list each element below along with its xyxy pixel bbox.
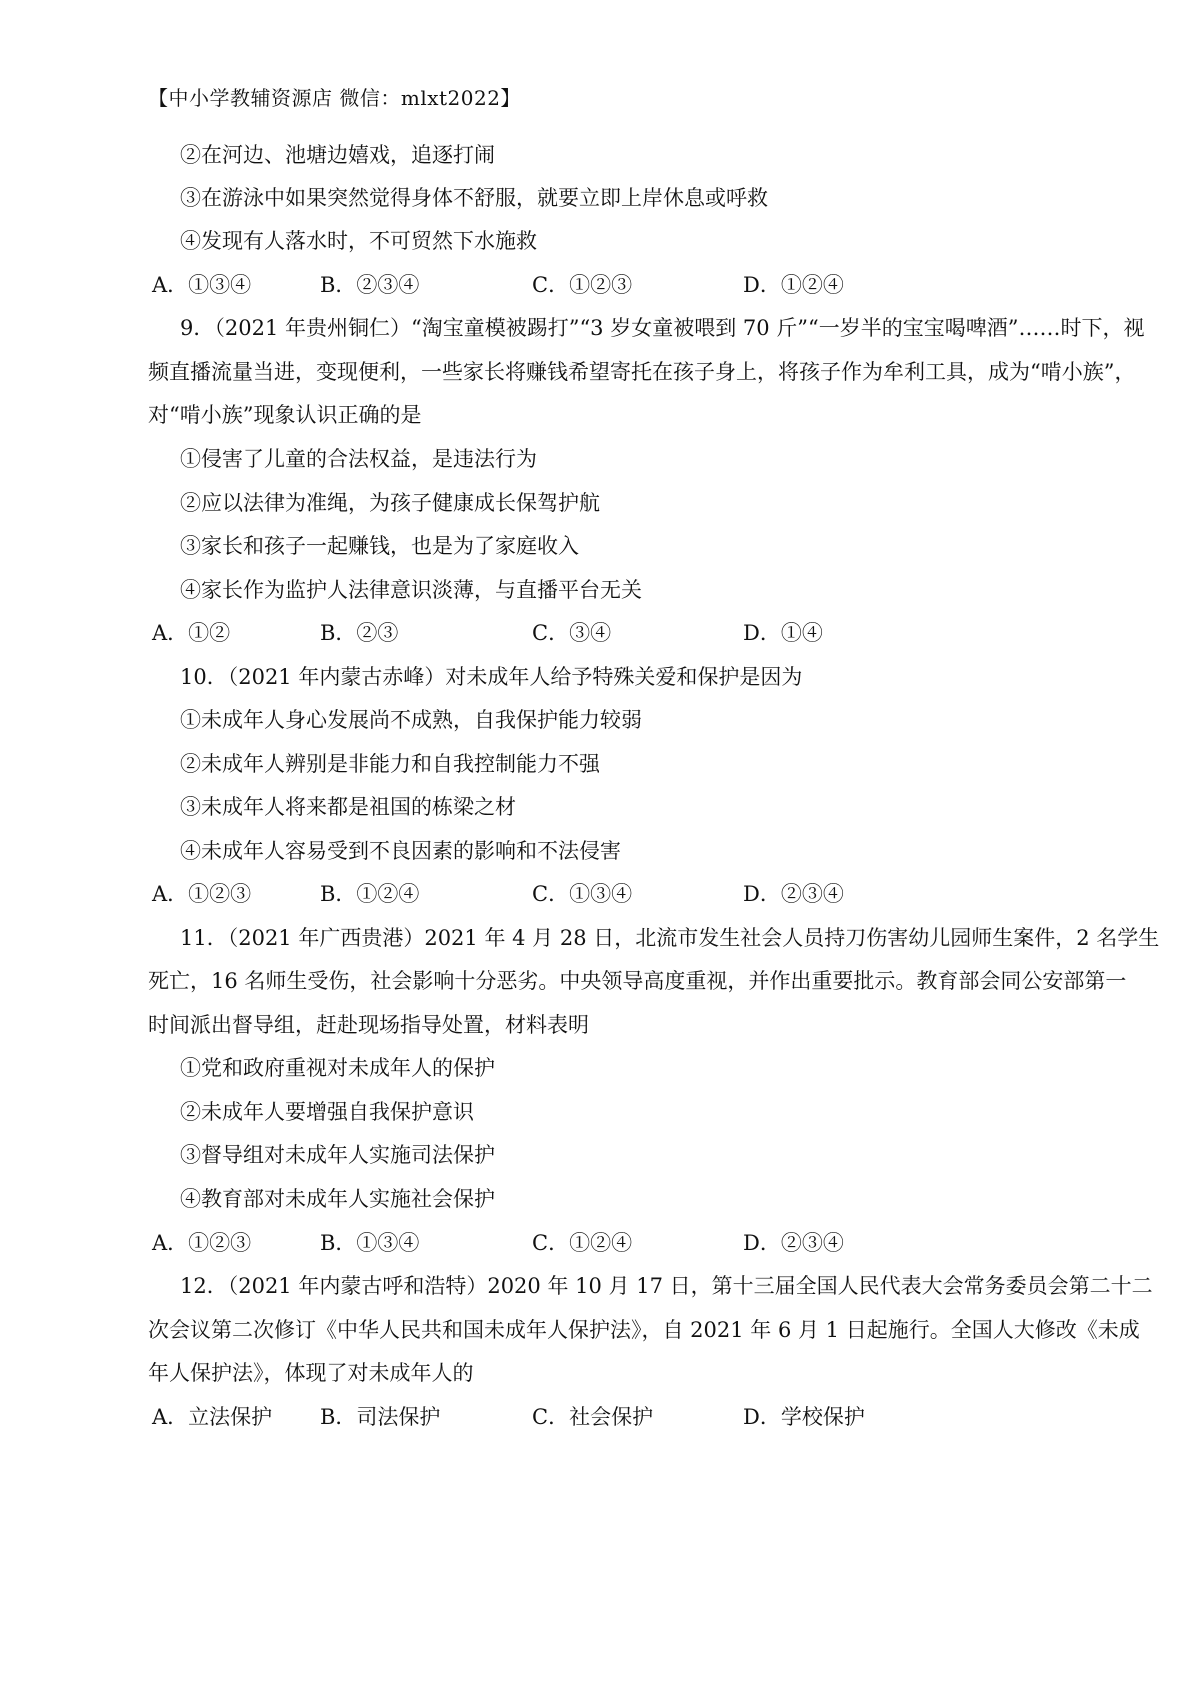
page-header: 【中小学教辅资源店 微信：mlxt2022】 — [148, 86, 521, 110]
q10-item-1: ①未成年人身心发展尚不成熟，自我保护能力较弱 — [180, 708, 642, 732]
q12-option-a: A．立法保护 — [152, 1405, 273, 1429]
q11-item-4: ④教育部对未成年人实施社会保护 — [180, 1187, 495, 1211]
q9-stem-line-1: 9．（2021 年贵州铜仁）“淘宝童模被踢打”“3 岁女童被喂到 70 斤”“一岁半的宝宝喝啤酒”……时下，视 — [180, 316, 1145, 340]
q12-option-d: D．学校保护 — [743, 1405, 865, 1429]
q9-option-c: C．③④ — [532, 621, 612, 645]
q12-option-b: B．司法保护 — [320, 1405, 441, 1429]
q10-option-c: C．①③④ — [532, 882, 633, 906]
q9-stem-line-2: 频直播流量当进，变现便利，一些家长将赚钱希望寄托在孩子身上，将孩子作为牟利工具，成为“啃小族”， — [148, 360, 1136, 384]
q10-stem-line-1: 10．（2021 年内蒙古赤峰）对未成年人给予特殊关爱和保护是因为 — [180, 665, 803, 689]
q8-option-b: B．②③④ — [320, 273, 420, 297]
q10-item-3: ③未成年人将来都是祖国的栋梁之材 — [180, 795, 516, 819]
q8-option-a: A．①③④ — [152, 273, 252, 297]
q8-item-4: ④发现有人落水时，不可贸然下水施救 — [180, 229, 537, 253]
q9-option-d: D．①④ — [743, 621, 823, 645]
q10-item-4: ④未成年人容易受到不良因素的影响和不法侵害 — [180, 839, 621, 863]
q9-item-1: ①侵害了儿童的合法权益，是违法行为 — [180, 447, 537, 471]
q11-item-1: ①党和政府重视对未成年人的保护 — [180, 1056, 495, 1080]
q9-stem-line-3: 对“啃小族”现象认识正确的是 — [148, 403, 422, 427]
q9-item-4: ④家长作为监护人法律意识淡薄，与直播平台无关 — [180, 578, 642, 602]
q11-option-b: B．①③④ — [320, 1231, 420, 1255]
q11-stem-line-2: 死亡，16 名师生受伤，社会影响十分恶劣。中央领导高度重视，并作出重要批示。教育部会同公安部第一 — [148, 969, 1127, 993]
q11-item-3: ③督导组对未成年人实施司法保护 — [180, 1143, 495, 1167]
q11-stem-line-3: 时间派出督导组，赶赴现场指导处置，材料表明 — [148, 1013, 589, 1037]
q10-option-b: B．①②④ — [320, 882, 420, 906]
q10-option-a: A．①②③ — [152, 882, 252, 906]
q9-item-3: ③家长和孩子一起赚钱，也是为了家庭收入 — [180, 534, 579, 558]
q12-stem-line-2: 次会议第二次修订《中华人民共和国未成年人保护法》，自 2021 年 6 月 1 日起施行。全国人大修改《未成 — [148, 1318, 1140, 1342]
q11-option-a: A．①②③ — [152, 1231, 252, 1255]
q12-stem-line-1: 12．（2021 年内蒙古呼和浩特）2020 年 10 月 17 日，第十三届全国人民代表大会常务委员会第二十二 — [180, 1274, 1153, 1298]
q8-option-c: C．①②③ — [532, 273, 633, 297]
q8-option-d: D．①②④ — [743, 273, 844, 297]
q9-option-b: B．②③ — [320, 621, 399, 645]
q10-option-d: D．②③④ — [743, 882, 844, 906]
q8-item-2: ②在河边、池塘边嬉戏，追逐打闹 — [180, 143, 495, 167]
q12-option-c: C．社会保护 — [532, 1405, 654, 1429]
q9-option-a: A．①② — [152, 621, 231, 645]
q11-item-2: ②未成年人要增强自我保护意识 — [180, 1100, 474, 1124]
q11-option-d: D．②③④ — [743, 1231, 844, 1255]
q10-item-2: ②未成年人辨别是非能力和自我控制能力不强 — [180, 752, 600, 776]
q11-stem-line-1: 11．（2021 年广西贵港）2021 年 4 月 28 日，北流市发生社会人员持刀伤害幼儿园师生案件，2 名学生 — [180, 926, 1160, 950]
q9-item-2: ②应以法律为准绳，为孩子健康成长保驾护航 — [180, 491, 600, 515]
q11-option-c: C．①②④ — [532, 1231, 633, 1255]
q12-stem-line-3: 年人保护法》，体现了对未成年人的 — [148, 1361, 474, 1385]
q8-item-3: ③在游泳中如果突然觉得身体不舒服，就要立即上岸休息或呼救 — [180, 186, 768, 210]
